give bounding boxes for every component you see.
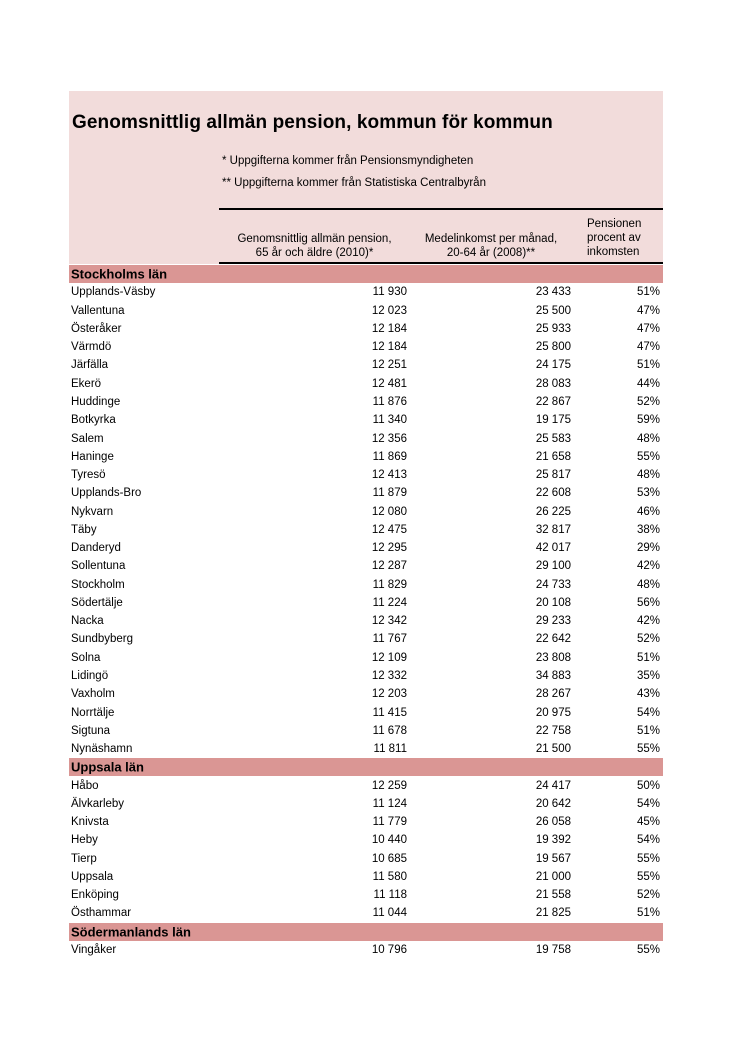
pension-percent: 38% (636, 523, 660, 536)
table-row (69, 393, 663, 411)
pension-percent: 51% (636, 651, 660, 664)
average-pension: 10 796 (371, 943, 407, 956)
table-row (69, 630, 663, 648)
table-row (69, 521, 663, 539)
average-income: 28 267 (535, 688, 571, 701)
municipality-name: Sollentuna (71, 560, 126, 573)
table-row (69, 448, 663, 466)
header-bottom-rule (219, 262, 663, 264)
pension-percent: 29% (636, 542, 660, 555)
average-income: 21 000 (535, 870, 571, 883)
pension-percent: 43% (636, 688, 660, 701)
average-pension: 12 080 (371, 505, 407, 518)
municipality-name: Nynäshamn (71, 743, 133, 756)
average-pension: 12 259 (371, 779, 407, 792)
average-income: 25 800 (535, 341, 571, 354)
pension-percent: 52% (636, 889, 660, 902)
average-income: 19 175 (535, 414, 571, 427)
pension-percent: 46% (636, 505, 660, 518)
average-income: 25 817 (535, 469, 571, 482)
pension-percent: 48% (636, 432, 660, 445)
average-pension: 11 876 (372, 395, 407, 408)
table-row (69, 941, 663, 959)
pension-percent: 51% (636, 286, 660, 299)
column-header-percent (587, 217, 663, 259)
pension-percent: 47% (636, 341, 660, 354)
pension-percent: 53% (636, 487, 660, 500)
average-pension: 11 340 (372, 414, 407, 427)
column-header-percent-line2: procent av (587, 232, 641, 244)
average-pension: 11 829 (372, 578, 407, 591)
municipality-name: Tierp (71, 852, 97, 865)
pension-percent: 54% (636, 834, 660, 847)
pension-percent: 51% (636, 724, 660, 737)
table-row (69, 283, 663, 301)
table-row (69, 850, 663, 868)
average-income: 42 017 (535, 542, 571, 555)
municipality-name: Värmdö (71, 341, 112, 354)
municipality-name: Håbo (71, 779, 99, 792)
column-header-pension-line2: 65 år och äldre (2010)* (255, 247, 374, 259)
municipality-name: Vingåker (71, 943, 117, 956)
table-row (69, 320, 663, 338)
pension-percent: 48% (636, 578, 660, 591)
average-pension: 12 023 (371, 304, 407, 317)
table-row (69, 502, 663, 520)
table-row (69, 484, 663, 502)
average-income: 26 225 (535, 505, 571, 518)
average-pension: 12 287 (371, 560, 407, 573)
footnote-scb: ** Uppgifterna kommer från Statistiska Centralbyrån (222, 177, 486, 189)
average-pension: 12 475 (371, 523, 407, 536)
column-header-income (410, 232, 572, 260)
column-header-pension-line1: Genomsnittlig allmän pension, (237, 233, 392, 245)
table-row (69, 904, 663, 922)
municipality-name: Nacka (71, 615, 104, 628)
pension-percent: 54% (636, 797, 660, 810)
average-income: 25 500 (535, 304, 571, 317)
average-pension: 11 580 (372, 870, 407, 883)
average-income: 29 233 (535, 615, 571, 628)
table-row (69, 375, 663, 393)
average-income: 21 658 (535, 450, 571, 463)
municipality-name: Danderyd (71, 542, 121, 555)
pension-percent: 55% (636, 450, 660, 463)
region-name: Uppsala län (71, 759, 144, 775)
table-row (69, 667, 663, 685)
municipality-name: Botkyrka (71, 414, 116, 427)
average-pension: 12 295 (371, 542, 407, 555)
table-row (69, 813, 663, 831)
average-pension: 11 124 (372, 797, 407, 810)
average-income: 25 933 (535, 322, 571, 335)
pension-percent: 51% (636, 907, 660, 920)
municipality-name: Salem (71, 432, 104, 445)
municipality-name: Uppsala (71, 870, 114, 883)
municipality-name: Täby (71, 523, 97, 536)
pension-percent: 51% (636, 359, 660, 372)
column-header-income-line2: 20-64 år (2008)** (446, 247, 536, 259)
municipality-name: Norrtälje (71, 706, 115, 719)
pension-percent: 47% (636, 304, 660, 317)
average-pension: 11 415 (372, 706, 407, 719)
average-pension: 12 251 (371, 359, 407, 372)
table-row (69, 685, 663, 703)
municipality-name: Vallentuna (71, 304, 125, 317)
average-pension: 12 481 (371, 377, 407, 390)
table-row (69, 466, 663, 484)
average-pension: 11 779 (372, 816, 407, 829)
average-pension: 11 869 (372, 450, 407, 463)
table-row (69, 868, 663, 886)
average-pension: 10 685 (371, 852, 407, 865)
municipality-name: Huddinge (71, 395, 121, 408)
header-block (69, 91, 663, 264)
average-income: 19 758 (535, 943, 571, 956)
column-header-percent-line3: inkomsten (587, 246, 640, 258)
pension-percent: 42% (636, 615, 660, 628)
table-row (69, 612, 663, 630)
average-income: 20 108 (535, 596, 571, 609)
region-header (69, 265, 663, 283)
average-income: 20 975 (535, 706, 571, 719)
pension-table (69, 265, 663, 959)
average-income: 21 558 (535, 889, 571, 902)
pension-percent: 55% (636, 852, 660, 865)
footnote-pensionsmyndigheten: * Uppgifterna kommer från Pensionsmyndigheten (222, 155, 474, 167)
average-pension: 11 930 (372, 286, 407, 299)
table-row (69, 338, 663, 356)
municipality-name: Heby (71, 834, 98, 847)
pension-percent: 35% (636, 669, 660, 682)
municipality-name: Stockholm (71, 578, 125, 591)
table-row (69, 429, 663, 447)
column-header-pension (219, 232, 410, 260)
table-row (69, 831, 663, 849)
average-pension: 12 184 (371, 341, 407, 354)
table-row (69, 302, 663, 320)
table-row (69, 411, 663, 429)
municipality-name: Haninge (71, 450, 114, 463)
table-row (69, 722, 663, 740)
average-income: 32 817 (535, 523, 571, 536)
pension-percent: 55% (636, 743, 660, 756)
table-row (69, 795, 663, 813)
municipality-name: Tyresö (71, 469, 106, 482)
municipality-name: Österåker (71, 322, 122, 335)
municipality-name: Enköping (71, 889, 119, 902)
average-pension: 11 044 (372, 907, 407, 920)
table-row (69, 576, 663, 594)
column-header-percent-line1: Pensionen (587, 218, 642, 230)
pension-percent: 54% (636, 706, 660, 719)
average-income: 26 058 (535, 816, 571, 829)
municipality-name: Östhammar (71, 907, 132, 920)
table-row (69, 594, 663, 612)
table-row (69, 886, 663, 904)
municipality-name: Solna (71, 651, 101, 664)
average-pension: 11 879 (372, 487, 407, 500)
average-pension: 11 118 (373, 889, 407, 902)
pension-percent: 45% (636, 816, 660, 829)
column-header-income-line1: Medelinkomst per månad, (424, 233, 558, 245)
average-income: 34 883 (535, 669, 571, 682)
page-title: Genomsnittlig allmän pension, kommun för kommun (72, 112, 553, 133)
municipality-name: Ekerö (71, 377, 102, 390)
average-income: 24 175 (535, 359, 571, 372)
average-pension: 11 811 (373, 743, 407, 756)
municipality-name: Nykvarn (71, 505, 114, 518)
pension-percent: 48% (636, 469, 660, 482)
pension-percent: 52% (636, 395, 660, 408)
pension-percent: 55% (636, 943, 660, 956)
municipality-name: Upplands-Väsby (71, 286, 156, 299)
table-row (69, 539, 663, 557)
municipality-name: Södertälje (71, 596, 123, 609)
average-pension: 12 413 (371, 469, 407, 482)
region-header (69, 923, 663, 941)
average-pension: 12 184 (371, 322, 407, 335)
municipality-name: Upplands-Bro (71, 487, 142, 500)
average-income: 22 758 (535, 724, 571, 737)
average-income: 22 608 (535, 487, 571, 500)
average-income: 21 825 (535, 907, 571, 920)
average-income: 19 567 (535, 852, 571, 865)
municipality-name: Älvkarleby (71, 797, 125, 810)
average-income: 23 433 (535, 286, 571, 299)
average-pension: 11 767 (372, 633, 407, 646)
average-pension: 12 356 (371, 432, 407, 445)
average-pension: 12 332 (371, 669, 407, 682)
pension-percent: 52% (636, 633, 660, 646)
municipality-name: Lidingö (71, 669, 109, 682)
average-pension: 11 678 (372, 724, 407, 737)
average-income: 23 808 (535, 651, 571, 664)
municipality-name: Järfälla (71, 359, 109, 372)
region-header (69, 758, 663, 776)
average-pension: 12 342 (371, 615, 407, 628)
average-income: 25 583 (535, 432, 571, 445)
average-pension: 12 203 (371, 688, 407, 701)
average-pension: 10 440 (371, 834, 407, 847)
average-income: 21 500 (535, 743, 571, 756)
municipality-name: Sigtuna (71, 724, 111, 737)
region-name: Stockholms län (71, 266, 168, 282)
average-income: 24 733 (535, 578, 571, 591)
average-income: 22 642 (535, 633, 571, 646)
municipality-name: Sundbyberg (71, 633, 134, 646)
average-income: 28 083 (535, 377, 571, 390)
table-row (69, 356, 663, 374)
table-row (69, 776, 663, 794)
municipality-name: Vaxholm (71, 688, 115, 701)
average-income: 22 867 (535, 395, 571, 408)
pension-percent: 56% (636, 596, 660, 609)
table-row (69, 557, 663, 575)
table-row (69, 703, 663, 721)
average-income: 29 100 (535, 560, 571, 573)
pension-percent: 44% (636, 377, 660, 390)
municipality-name: Knivsta (71, 816, 109, 829)
average-income: 24 417 (535, 779, 571, 792)
pension-percent: 55% (636, 870, 660, 883)
pension-percent: 50% (636, 779, 660, 792)
average-pension: 12 109 (371, 651, 407, 664)
header-top-rule (219, 208, 663, 210)
pension-percent: 47% (636, 322, 660, 335)
average-income: 19 392 (535, 834, 571, 847)
table-row (69, 649, 663, 667)
pension-percent: 59% (636, 414, 660, 427)
table-row (69, 740, 663, 758)
average-pension: 11 224 (372, 596, 407, 609)
average-income: 20 642 (535, 797, 571, 810)
pension-percent: 42% (636, 560, 660, 573)
region-name: Södermanlands län (71, 924, 191, 940)
